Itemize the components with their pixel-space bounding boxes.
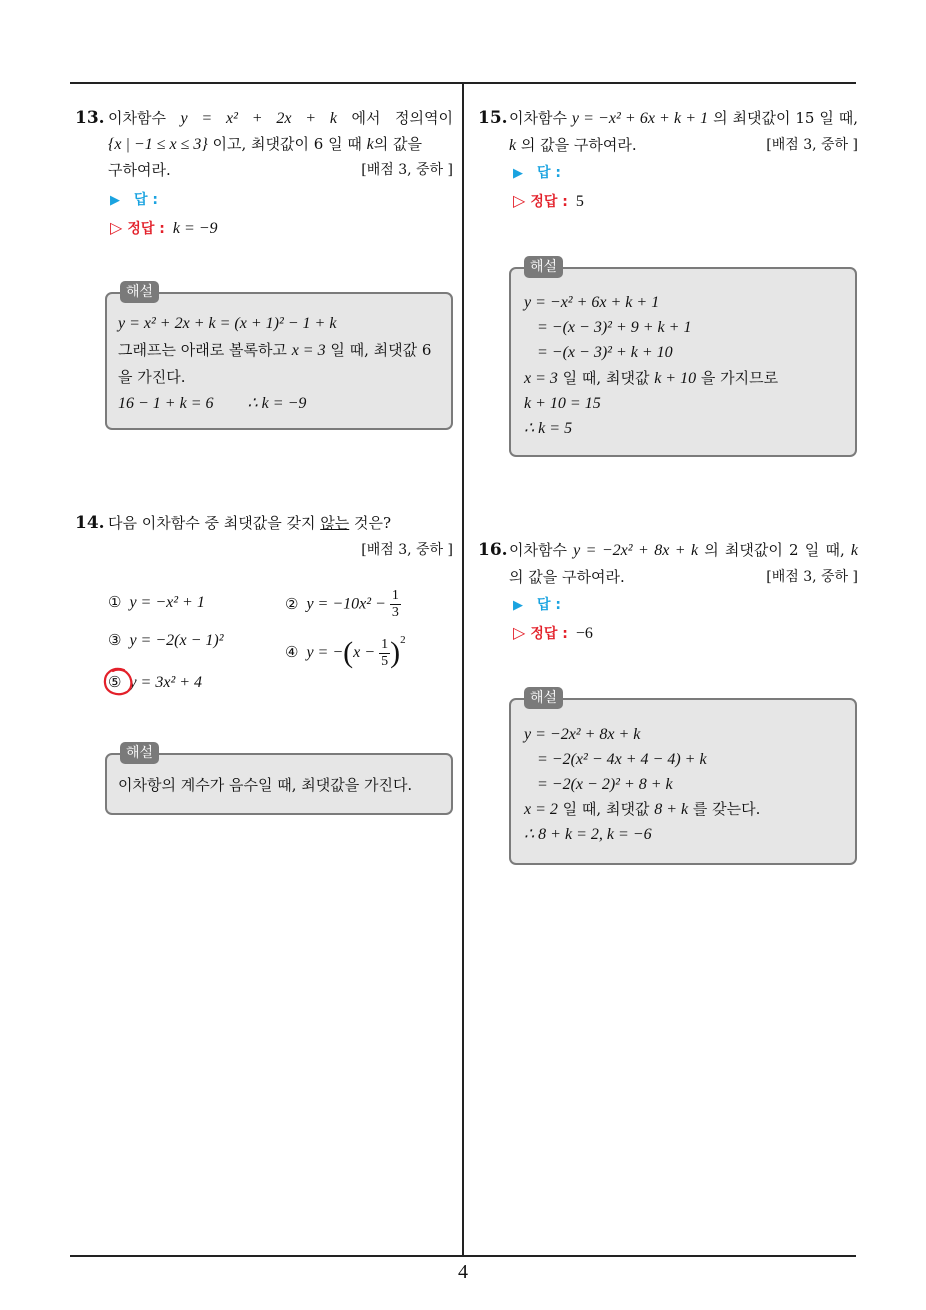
bottom-rule bbox=[70, 1255, 856, 1257]
answer-label: 답 : bbox=[537, 597, 561, 613]
choice-math: y = 3x² + 4 bbox=[129, 674, 203, 691]
choice-math: y = − bbox=[306, 644, 344, 661]
exponent: 2 bbox=[400, 634, 406, 646]
explanation-line bbox=[118, 390, 431, 417]
choice-4 bbox=[285, 627, 406, 669]
question-15-number: 15. bbox=[478, 108, 508, 128]
explanation-text: 일 때, 최댓값 bbox=[557, 368, 655, 387]
answer-label: 답 : bbox=[537, 165, 561, 181]
fraction bbox=[379, 638, 390, 669]
answer-label: 답 : bbox=[134, 192, 158, 208]
fraction-numerator: 1 bbox=[381, 636, 389, 652]
correct-answer-value: −6 bbox=[575, 625, 593, 642]
answer-circle-mark-icon bbox=[102, 666, 136, 700]
question-13-explanation-box bbox=[105, 292, 453, 430]
choice-mark: ③ bbox=[108, 631, 122, 649]
points-badge: [배점 3, 중하 ] bbox=[361, 542, 453, 558]
stem-text: 다음 이차함수 중 최댓값을 갖지 bbox=[108, 514, 321, 532]
stem-math: k bbox=[850, 542, 859, 559]
explanation-line: = −2(x − 2)² + 8 + k bbox=[537, 776, 673, 793]
choice-math: x − bbox=[353, 644, 376, 661]
close-paren: ) bbox=[390, 636, 401, 669]
stem-text: 의 값을 bbox=[373, 135, 422, 153]
explanation-line: k + 10 = 15 bbox=[524, 394, 601, 412]
stem-text: 이차함수 bbox=[509, 541, 574, 559]
question-15-stem-line-2 bbox=[509, 132, 858, 158]
question-16-explanation-box bbox=[509, 698, 857, 865]
choice-math: y = −x² + 1 bbox=[129, 594, 205, 611]
choice-math: y = −2(x − 1)² bbox=[129, 632, 224, 649]
choice-1 bbox=[108, 589, 205, 615]
question-15-stem-line-1 bbox=[509, 105, 858, 131]
explanation-line: = −2(x² − 4x + 4 − 4) + k bbox=[537, 751, 707, 768]
explanation-line: y = −2x² + 8x + k bbox=[524, 726, 641, 743]
correct-label: 정답 : bbox=[530, 194, 568, 210]
choice-2 bbox=[285, 588, 401, 620]
stem-math: y = −2x² + 8x + k bbox=[573, 542, 699, 559]
stem-math: k bbox=[509, 137, 517, 154]
stem-math: k bbox=[366, 136, 374, 153]
question-16-stem-line-2 bbox=[509, 564, 858, 590]
explanation-text: 을 가지므로 bbox=[696, 368, 779, 387]
explanation-text: 일 때, 최댓값 bbox=[557, 800, 655, 818]
question-16-correct-answer bbox=[513, 620, 593, 646]
choice-mark: ② bbox=[285, 594, 299, 613]
points-badge: [배점 3, 중하 ] bbox=[766, 137, 858, 153]
stem-text: 의 최댓값이 15 일 때, bbox=[708, 109, 858, 127]
explanation-line: = −(x − 3)² + k + 10 bbox=[537, 344, 673, 362]
explanation-line: 을 가진다. bbox=[118, 368, 186, 386]
stem-text: 이차함수 bbox=[108, 109, 181, 127]
explanation-math: x = 3 bbox=[524, 369, 558, 387]
explanation-math: k + 10 bbox=[654, 369, 697, 387]
explanation-label: 해설 bbox=[524, 256, 563, 278]
fraction-denominator: 3 bbox=[391, 605, 399, 620]
play-triangle-icon: ▶ bbox=[513, 598, 523, 613]
question-16-number: 16. bbox=[478, 540, 508, 560]
fraction bbox=[390, 589, 401, 620]
explanation-label: 해설 bbox=[120, 281, 159, 303]
question-14-stem bbox=[108, 510, 391, 536]
stem-text: 에서 정의역이 bbox=[336, 109, 453, 127]
explanation-line bbox=[524, 797, 760, 822]
explanation-math: x = 3 bbox=[291, 342, 326, 359]
explanation-math: x = 2 bbox=[524, 801, 558, 818]
explanation-line: y = −x² + 6x + k + 1 bbox=[524, 294, 660, 311]
points-badge: [배점 3, 중하 ] bbox=[766, 569, 858, 585]
stem-text-group bbox=[509, 132, 637, 158]
correct-label: 정답 : bbox=[530, 626, 568, 642]
outline-triangle-icon: ▷ bbox=[513, 623, 526, 642]
stem-text: 이고, 최댓값이 6 일 때 bbox=[207, 135, 367, 153]
question-13-number: 13. bbox=[75, 108, 105, 128]
question-13-stem-line-2 bbox=[108, 131, 422, 157]
correct-answer-value: 5 bbox=[575, 193, 584, 210]
stem-math: {x | −1 ≤ x ≤ 3} bbox=[108, 136, 208, 153]
explanation-label: 해설 bbox=[120, 742, 159, 764]
stem-math: y = −x² + 6x + k + 1 bbox=[571, 110, 709, 127]
choice-3 bbox=[108, 627, 224, 653]
explanation-line: y = x² + 2x + k = (x + 1)² − 1 + k bbox=[118, 315, 337, 332]
explanation-line: ∴ 8 + k = 2, k = −6 bbox=[524, 826, 652, 843]
choice-mark: ④ bbox=[285, 643, 299, 661]
explanation-math: ∴ k = −9 bbox=[247, 395, 307, 412]
question-15-correct-answer bbox=[513, 188, 584, 214]
explanation-math: 8 + k bbox=[654, 801, 689, 818]
explanation-text: 를 갖는다. bbox=[688, 800, 761, 818]
question-15-explanation-box bbox=[509, 267, 857, 457]
explanation-line: 이차항의 계수가 음수일 때, 최댓값을 가진다. bbox=[118, 776, 413, 794]
choice-mark: ① bbox=[108, 593, 122, 611]
explanation-line: = −(x − 3)² + 9 + k + 1 bbox=[537, 319, 692, 337]
column-divider bbox=[462, 82, 464, 1256]
question-14-number: 14. bbox=[75, 513, 105, 533]
explanation-math: 16 − 1 + k = 6 bbox=[118, 395, 214, 412]
question-13-stem-line-1 bbox=[108, 105, 453, 131]
outline-triangle-icon: ▷ bbox=[110, 218, 123, 237]
stem-text: 이차함수 bbox=[509, 109, 572, 127]
stem-text: 구하여라. bbox=[108, 161, 171, 179]
outline-triangle-icon: ▷ bbox=[513, 191, 526, 210]
question-13-stem-line-3 bbox=[108, 157, 453, 183]
correct-answer-value: k = −9 bbox=[172, 220, 218, 237]
explanation-line bbox=[118, 337, 431, 364]
page-number: 4 bbox=[458, 1261, 468, 1283]
play-triangle-icon: ▶ bbox=[110, 193, 120, 208]
explanation-text: 그래프는 아래로 볼록하고 bbox=[118, 341, 292, 359]
explanation-line: ∴ k = 5 bbox=[524, 420, 573, 438]
stem-underlined-text: 않는 bbox=[320, 514, 350, 532]
stem-text: 의 값을 구하여라. bbox=[516, 136, 637, 154]
explanation-line bbox=[524, 366, 778, 391]
fraction-denominator: 5 bbox=[381, 653, 389, 669]
explanation-text: 일 때, 최댓값 6 bbox=[325, 341, 432, 359]
question-13-correct-answer bbox=[110, 215, 218, 241]
stem-text: 의 값을 구하여라. bbox=[509, 568, 625, 586]
stem-text: 의 최댓값이 2 일 때, bbox=[698, 541, 851, 559]
choice-math: y = −10x² − bbox=[306, 595, 386, 613]
stem-text: 것은? bbox=[349, 514, 391, 532]
explanation-label: 해설 bbox=[524, 687, 563, 709]
fraction-numerator: 1 bbox=[391, 588, 399, 603]
choice-mark: ⑤ bbox=[108, 673, 122, 691]
correct-label: 정답 : bbox=[127, 221, 165, 237]
question-15-answer-line bbox=[513, 160, 561, 186]
play-triangle-icon: ▶ bbox=[513, 166, 523, 181]
question-16-stem-line-1 bbox=[509, 537, 858, 563]
points-badge: [배점 3, 중하 ] bbox=[361, 162, 453, 178]
question-13-answer-line bbox=[110, 187, 158, 213]
open-paren: ( bbox=[343, 636, 354, 669]
stem-math: y = x² + 2x + k bbox=[180, 110, 337, 127]
question-16-answer-line bbox=[513, 592, 561, 618]
